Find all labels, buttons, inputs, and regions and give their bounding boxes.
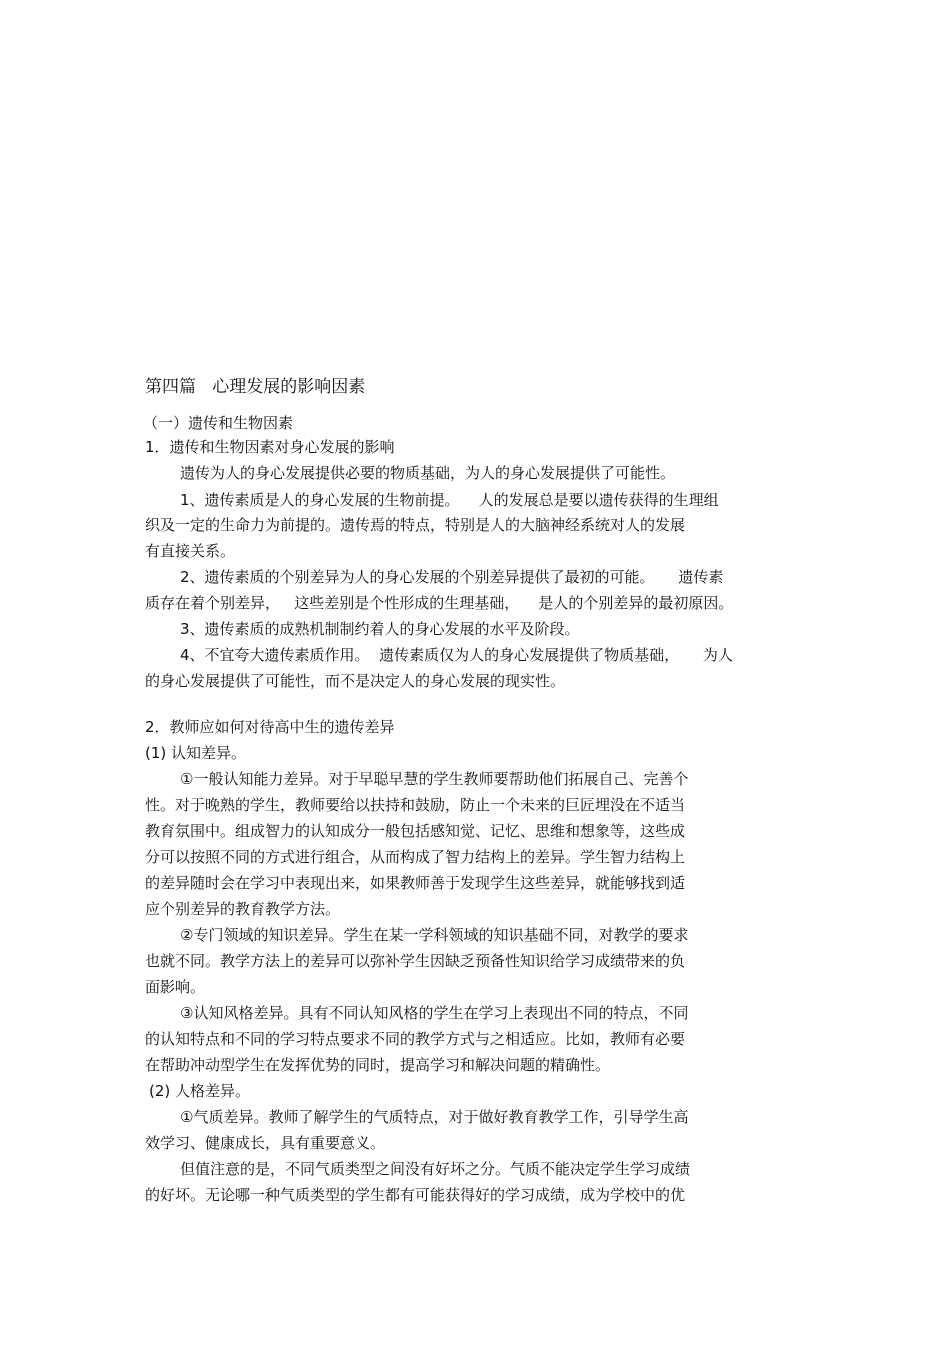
paragraph-line: 的身心发展提供了可能性，而不是决定人的身心发展的现实性。 bbox=[145, 672, 566, 690]
paragraph-line: 1、遗传素质是人的身心发展的生物前提。 人的发展总是要以遗传获得的生理组 bbox=[180, 491, 719, 509]
section-heading: （一）遗传和生物因素 bbox=[143, 414, 294, 432]
paragraph-line: 的认知特点和不同的学习特点要求不同的教学方式与之相适应。比如，教师有必要 bbox=[145, 1030, 686, 1048]
paragraph-line: 有直接关系。 bbox=[145, 542, 236, 560]
paragraph-line: ③认知风格差异。具有不同认知风格的学生在学习上表现出不同的特点，不同 bbox=[180, 1004, 689, 1022]
paragraph-line: 也就不同。教学方法上的差异可以弥补学生因缺乏预备性知识给学习成绩带来的负 bbox=[145, 952, 686, 970]
paragraph-line: 应个别差异的教育教学方法。 bbox=[145, 900, 341, 918]
paragraph-line: 但值注意的是，不同气质类型之间没有好坏之分。气质不能决定学生学习成绩 bbox=[180, 1160, 691, 1178]
paragraph-line: ①气质差异。教师了解学生的气质特点，对于做好教育教学工作，引导学生高 bbox=[180, 1108, 689, 1126]
paragraph-line: 的差异随时会在学习中表现出来，如果教师善于发现学生这些差异，就能够找到适 bbox=[145, 874, 686, 892]
paragraph-line: 分可以按照不同的方式进行组合，从而构成了智力结构上的差异。学生智力结构上 bbox=[145, 848, 686, 866]
subsection-heading: 1．遗传和生物因素对身心发展的影响 bbox=[145, 438, 395, 456]
paragraph-line: 3、遗传素质的成熟机制制约着人的身心发展的水平及阶段。 bbox=[180, 620, 580, 638]
paragraph-line: 教育氛围中。组成智力的认知成分一般包括感知觉、记忆、思维和想象等，这些成 bbox=[145, 822, 686, 840]
page-title: 第四篇 心理发展的影响因素 bbox=[145, 377, 366, 397]
paragraph-line: 质存在着个别差异， 这些差别是个性形成的生理基础， 是人的个别差异的最初原因。 bbox=[145, 594, 734, 612]
paragraph-line: 面影响。 bbox=[145, 978, 206, 996]
paragraph-line: 性。对于晚熟的学生，教师要给以扶持和鼓励，防止一个未来的巨匠埋没在不适当 bbox=[145, 796, 686, 814]
paragraph-line: 在帮助冲动型学生在发挥优势的同时，提高学习和解决问题的精确性。 bbox=[145, 1056, 611, 1074]
subsection-heading: 2．教师应如何对待高中生的遗传差异 bbox=[145, 718, 395, 736]
paragraph-line: 效学习、健康成长，具有重要意义。 bbox=[145, 1134, 386, 1152]
paragraph-line: ①一般认知能力差异。对于早聪早慧的学生教师要帮助他们拓展自己、完善个 bbox=[180, 770, 689, 788]
paragraph-line: 织及一定的生命力为前提的。遗传焉的特点，特别是人的大脑神经系统对人的发展 bbox=[145, 516, 686, 534]
paragraph-line: 遗传为人的身心发展提供必要的物质基础，为人的身心发展提供了可能性。 bbox=[180, 464, 676, 482]
paragraph-line: 的好坏。无论哪一种气质类型的学生都有可能获得好的学习成绩，成为学校中的优 bbox=[145, 1186, 686, 1204]
list-heading: (2) 人格差异。 bbox=[149, 1082, 251, 1100]
list-heading: (1) 认知差异。 bbox=[145, 744, 247, 762]
paragraph-line: 4、不宜夸大遗传素质作用。 遗传素质仅为人的身心发展提供了物质基础， 为人 bbox=[180, 646, 733, 664]
paragraph-line: ②专门领域的知识差异。学生在某一学科领域的知识基础不同，对教学的要求 bbox=[180, 926, 689, 944]
paragraph-line: 2、遗传素质的个别差异为人的身心发展的个别差异提供了最初的可能。 遗传素 bbox=[180, 568, 724, 586]
